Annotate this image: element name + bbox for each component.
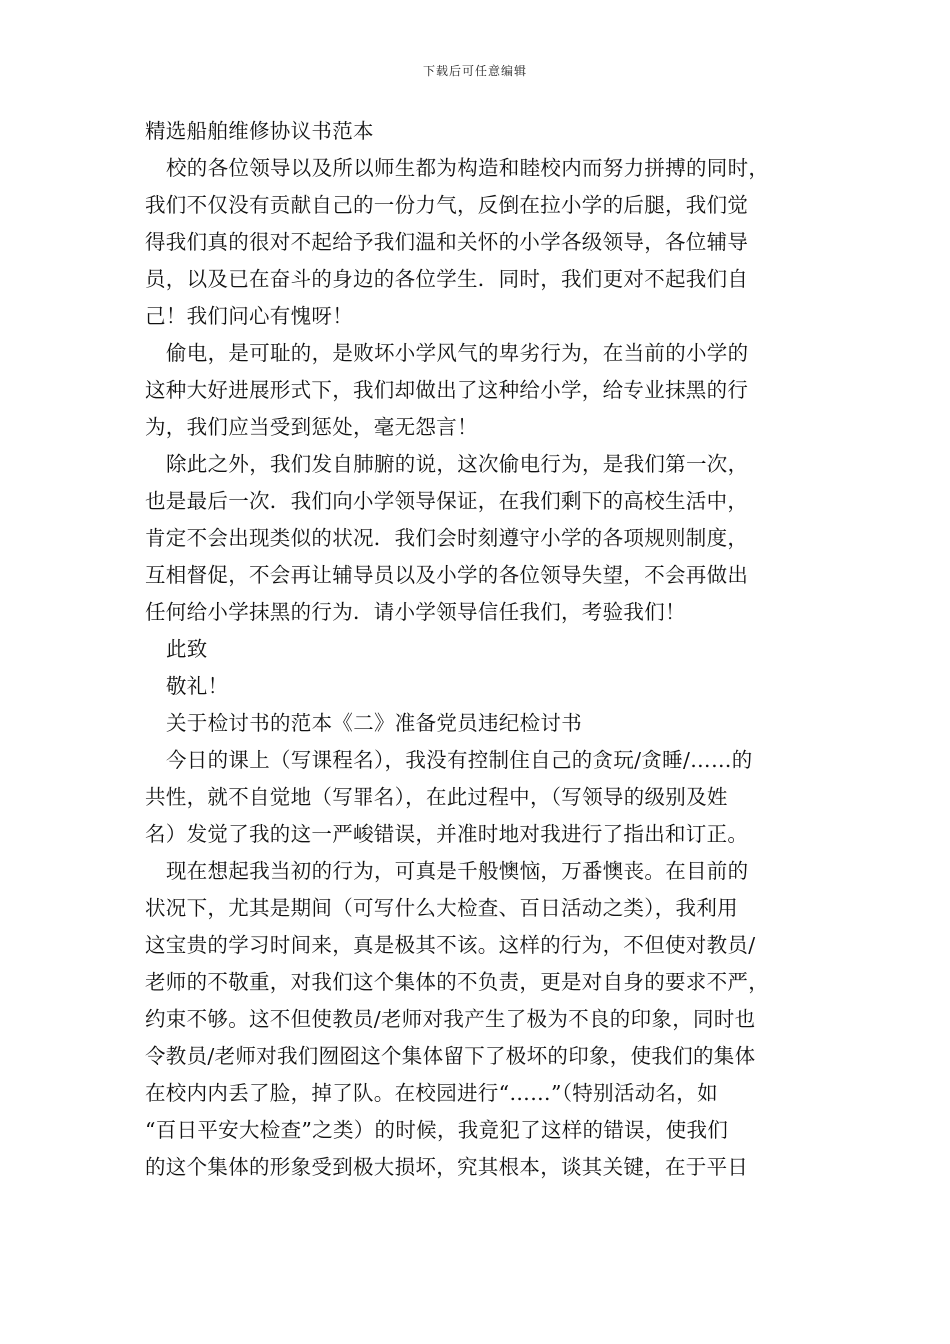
text-line: 此致	[166, 637, 208, 661]
text-line: 为，我们应当受到惩处，毫无怨言！	[145, 415, 478, 439]
text-line: 名）发觉了我的这一严峻错误，并准时地对我进行了指出和订正。	[145, 822, 749, 846]
text-line: 得我们真的很对不起给予我们温和关怀的小学各级领导，各位辅导	[145, 230, 749, 254]
text-line: 我们不仅没有贡献自己的一份力气，反倒在拉小学的后腿，我们觉	[145, 193, 749, 217]
text-line: 共性，就不自觉地（写罪名），在此过程中，（写领导的级别及姓	[145, 785, 728, 809]
text-line: 偷电，是可耻的，是败坏小学风气的卑劣行为，在当前的小学的	[166, 341, 749, 365]
text-line: 肯定不会出现类似的状况．我们会时刻遵守小学的各项规则制度，	[145, 526, 749, 550]
header-note: 下载后可任意编辑	[422, 64, 527, 78]
text-line: 关于检讨书的范本《二》准备党员违纪检讨书	[166, 711, 582, 735]
text-line: 除此之外，我们发自肺腑的说，这次偷电行为，是我们第一次，	[166, 452, 749, 476]
text-line: 令教员/老师对我们囫囵这个集体留下了极坏的印象，使我们的集体	[145, 1044, 756, 1068]
text-line: 敬礼！	[166, 674, 229, 698]
text-line: 今日的课上（写课程名），我没有控制住自己的贪玩/贪睡/……的	[166, 748, 753, 772]
text-line: “百日平安大检查”之类）的时候，我竟犯了这样的错误，使我们	[145, 1118, 729, 1142]
text-line: 的这个集体的形象受到极大损坏，究其根本，谈其关键，在于平日	[145, 1155, 749, 1179]
text-line: 任何给小学抹黑的行为．请小学领导信任我们，考验我们！	[145, 600, 686, 624]
document-body	[145, 113, 825, 1186]
text-line: 己！我们问心有愧呀！	[145, 304, 353, 328]
text-line: 在校内内丢了脸，掉了队。在校园进行“……”（特别活动名，如	[145, 1081, 718, 1105]
text-line: 状况下，尤其是期间（可写什么大检查、百日活动之类），我利用	[145, 896, 738, 920]
text-line: 这宝贵的学习时间来，真是极其不该。这样的行为，不但使对教员/	[145, 933, 756, 957]
text-line: 也是最后一次．我们向小学领导保证，在我们剩下的高校生活中，	[145, 489, 749, 513]
text-line: 互相督促，不会再让辅导员以及小学的各位领导失望，不会再做出	[145, 563, 749, 587]
text-line: 校的各位领导以及所以师生都为构造和睦校内而努力拼搏的同时，	[166, 156, 770, 180]
text-line: 现在想起我当初的行为，可真是千般懊恼，万番懊丧。在目前的	[166, 859, 749, 883]
text-line: 员，以及已在奋斗的身边的各位学生．同时，我们更对不起我们自	[145, 267, 749, 291]
text-line: 约束不够。这不但使教员/老师对我产生了极为不良的印象，同时也	[145, 1007, 756, 1031]
text-line: 这种大好进展形式下，我们却做出了这种给小学，给专业抹黑的行	[145, 378, 749, 402]
text-line: 老师的不敬重，对我们这个集体的不负责，更是对自身的要求不严，	[145, 970, 769, 994]
document-title: 精选船舶维修协议书范本	[145, 119, 374, 143]
